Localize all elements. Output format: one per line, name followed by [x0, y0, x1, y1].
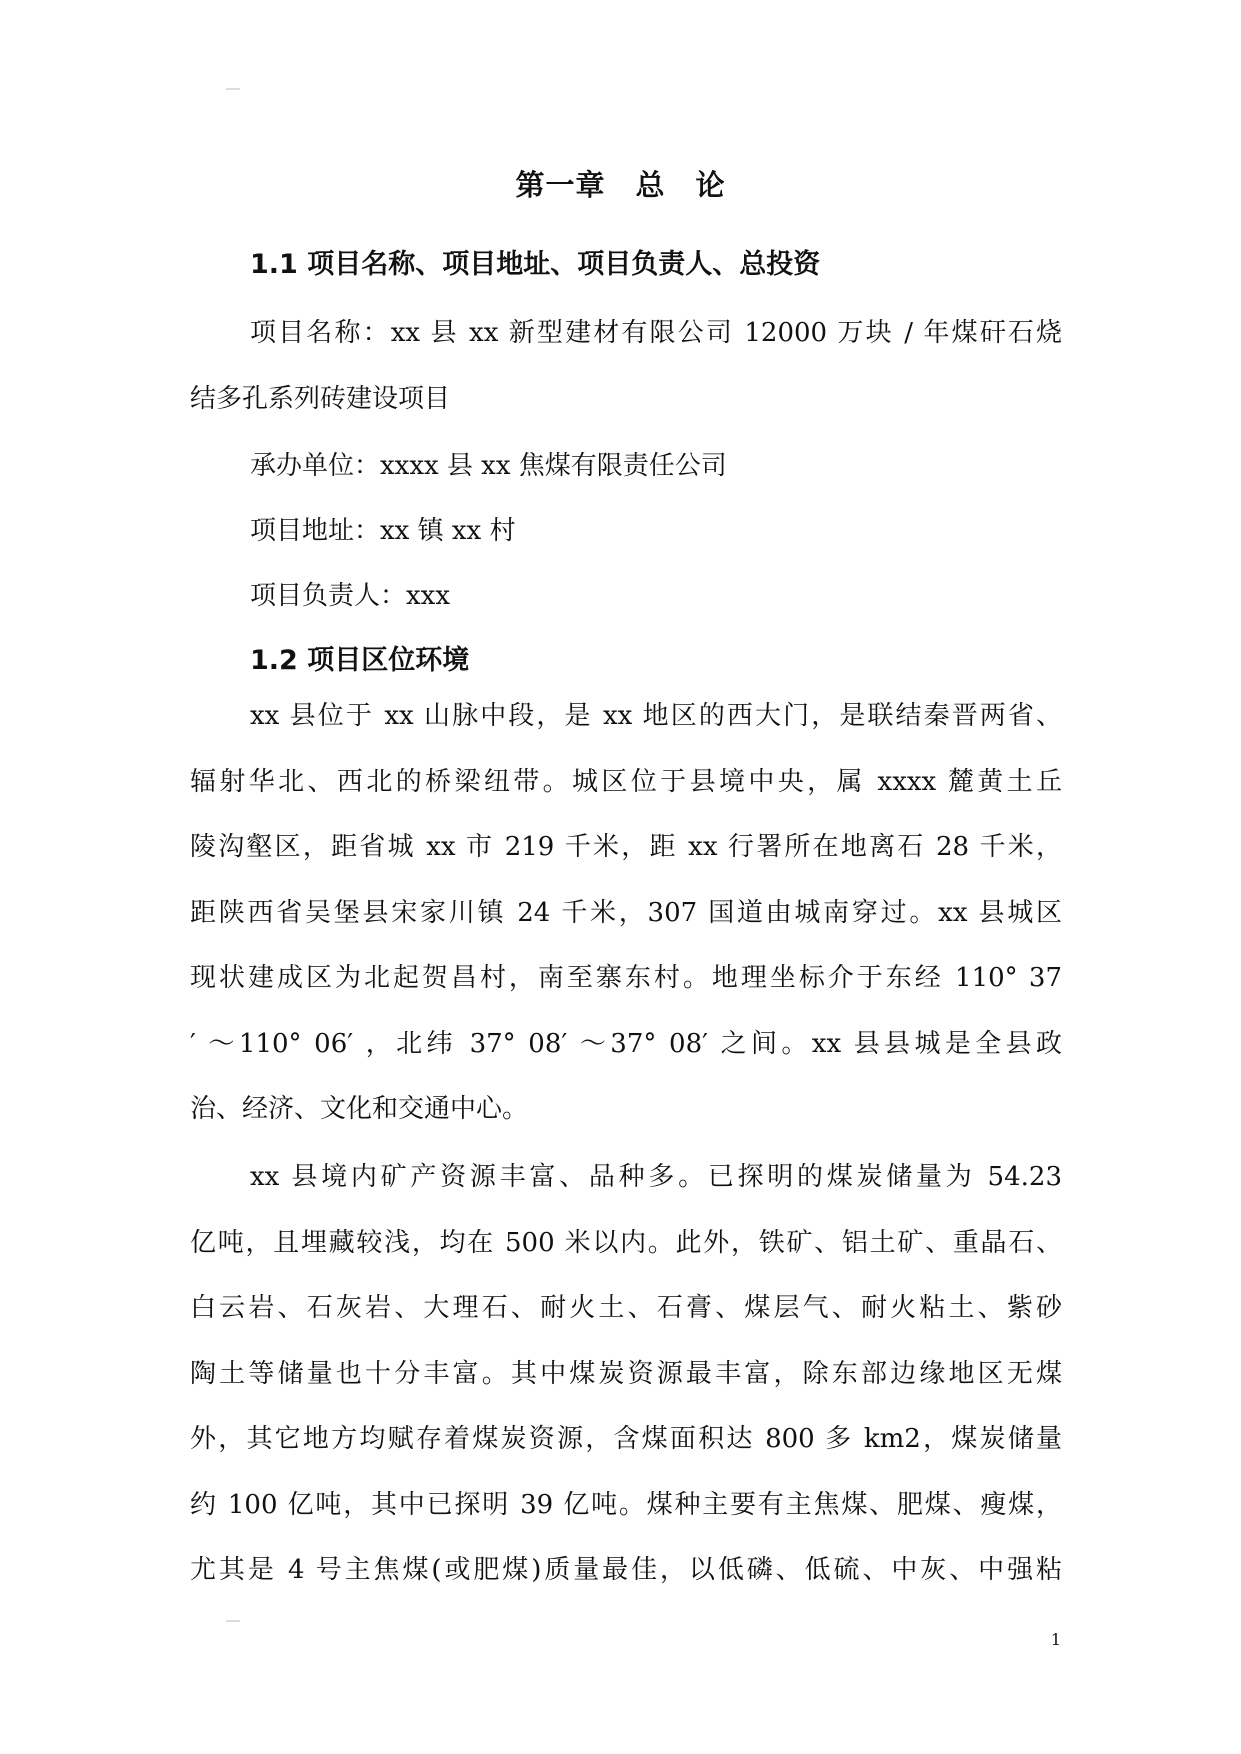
paragraph-line: 陵沟壑区，距省城 xx 市 219 千米，距 xx 行署所在地离石 28 千米， — [190, 832, 1062, 862]
paragraph-line: 亿吨，且埋藏较浅，均在 500 米以内。此外，铁矿、铝土矿、重晶石、 — [190, 1227, 1062, 1258]
paragraph-line: 辐射华北、西北的桥梁纽带。城区位于县境中央，属 xxxx 麓黄土丘 — [190, 766, 1062, 797]
section-1-2-heading: 1.2 项目区位环境 — [250, 645, 470, 676]
paragraph-line: 现状建成区为北起贺昌村，南至寨东村。地理坐标介于东经 110° 37 — [190, 963, 1062, 993]
section-1-1-heading: 1.1 项目名称、项目地址、项目负责人、总投资 — [250, 249, 821, 280]
paragraph-line: 结多孔系列砖建设项目 — [190, 383, 451, 414]
responsible-line: 项目负责人：xxx — [250, 581, 450, 611]
paragraph-line: 尤其是 4 号主焦煤(或肥煤)质量最佳，以低磷、低硫、中灰、中强粘 — [190, 1555, 1062, 1585]
scan-mark-top — [226, 88, 240, 90]
paragraph-line: 距陕西省吴堡县宋家川镇 24 千米，307 国道由城南穿过。xx 县城区 — [190, 897, 1062, 928]
paragraph-line: 项目名称：xx 县 xx 新型建材有限公司 12000 万块 / 年煤矸石烧 — [250, 318, 1062, 348]
page-number: 1 — [1050, 1630, 1061, 1649]
project-name-paragraph — [190, 301, 1062, 432]
paragraph-line: xx 县位于 xx 山脉中段，是 xx 地区的西大门，是联结秦晋两省、 — [250, 701, 1062, 731]
scan-mark-bottom — [226, 1620, 240, 1622]
undertaker-line: 承办单位：xxxx 县 xx 焦煤有限责任公司 — [250, 451, 727, 481]
paragraph-line: 外，其它地方均赋存着煤炭资源，含煤面积达 800 多 km2，煤炭储量 — [190, 1424, 1062, 1454]
chapter-title: 第一章 总 论 — [515, 168, 726, 202]
location-paragraph — [190, 684, 1062, 1143]
paragraph-line: 陶土等储量也十分丰富。其中煤炭资源最丰富，除东部边缘地区无煤 — [190, 1358, 1062, 1389]
paragraph-line: 约 100 亿吨，其中已探明 39 亿吨。煤种主要有主焦煤、肥煤、瘦煤， — [190, 1489, 1062, 1520]
paragraph-line: 治、经济、文化和交通中心。 — [190, 1094, 529, 1124]
paragraph-line: 白云岩、石灰岩、大理石、耐火土、石膏、煤层气、耐火粘土、紫砂 — [190, 1293, 1062, 1323]
resources-paragraph — [190, 1145, 1062, 1604]
address-line: 项目地址：xx 镇 xx 村 — [250, 516, 516, 546]
paragraph-line: xx 县境内矿产资源丰富、品种多。已探明的煤炭储量为 54.23 — [250, 1162, 1062, 1192]
paragraph-line: ′ ～110° 06′ ，北纬 37° 08′ ～37° 08′ 之间。xx 县县城是全县政 — [190, 1028, 1062, 1059]
